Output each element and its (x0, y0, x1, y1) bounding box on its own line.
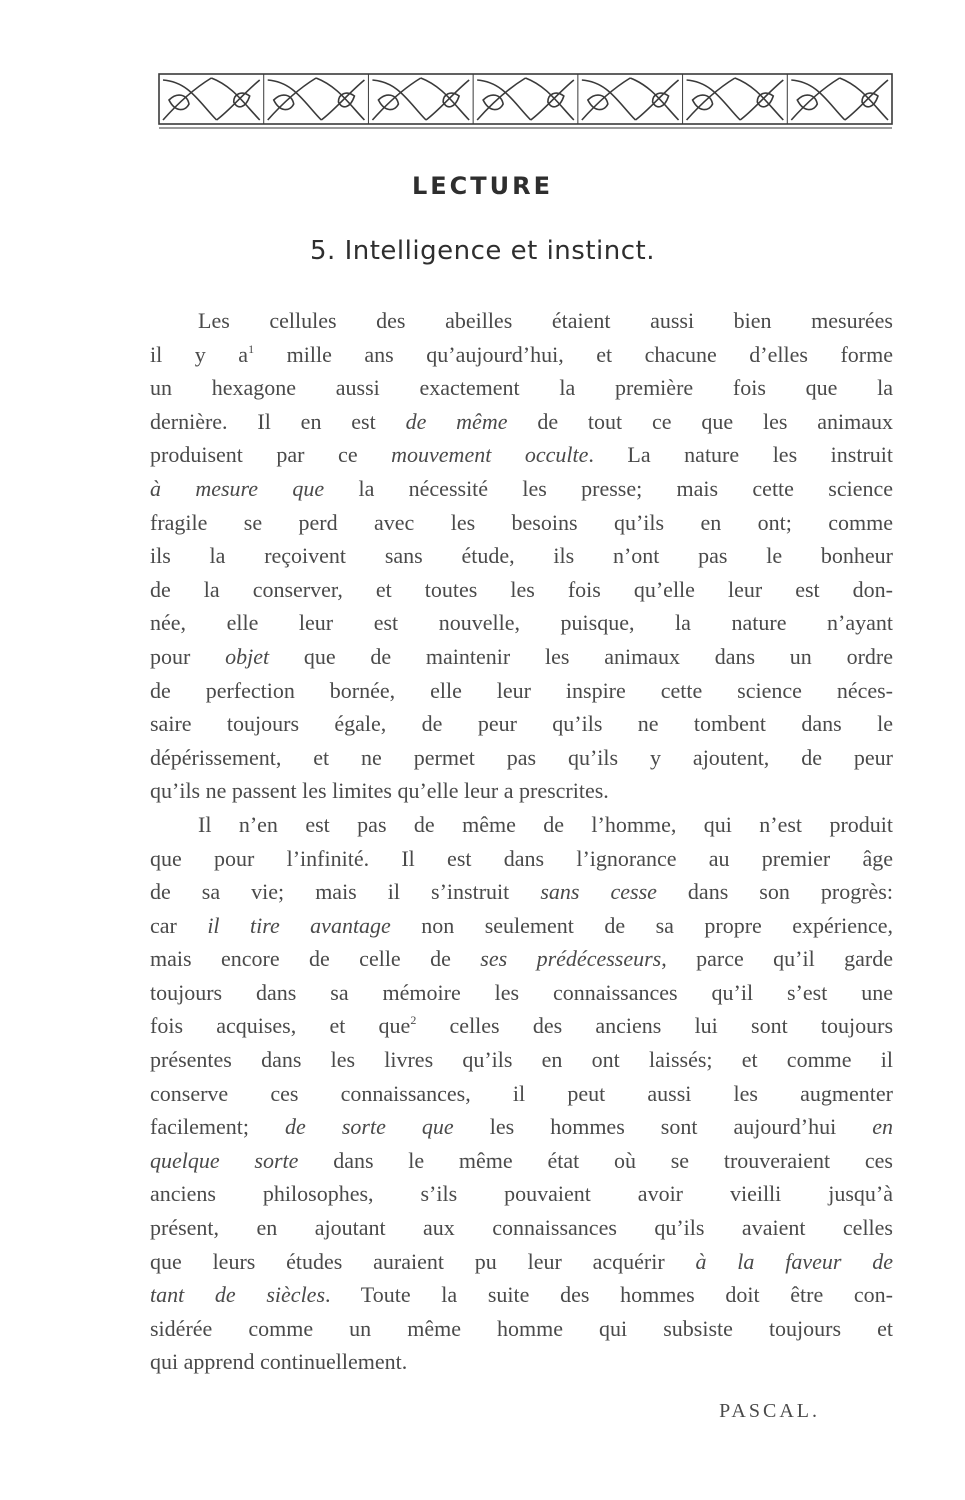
text-segment: dans le même état où se trouveraient ces (298, 1147, 893, 1173)
text-segment: Les cellules des abeilles étaient aussi bien mesurées (198, 308, 893, 333)
text-line (150, 1211, 893, 1245)
text-segment: les hommes sont aujourd’hui (453, 1114, 873, 1140)
text-line (150, 606, 893, 640)
text-line (150, 539, 893, 573)
text-segment: qu’ils ne passent les limites qu’elle leur a prescrites. (150, 778, 609, 804)
text-segment: conserve ces connaissances, il peut aussi les augmenter (150, 1080, 893, 1106)
text-segment: il y a (150, 341, 249, 367)
text-line (150, 640, 893, 674)
text-line (150, 1009, 893, 1043)
text-segment: un hexagone aussi exactement la première fois que la (150, 375, 893, 401)
text-segment: de la conserver, et toutes les fois qu’elle leur est don- (150, 576, 893, 602)
text-segment: présent, en ajoutant aux connaissances qu’ils avaient celles (150, 1215, 893, 1241)
text-line (150, 304, 893, 338)
text-segment: pour (150, 643, 226, 669)
text-segment: la nécessité les presse; mais cette science (324, 475, 893, 501)
text-line (150, 338, 893, 372)
text-line (150, 1110, 893, 1144)
text-line (150, 405, 893, 439)
text-line (150, 573, 893, 607)
text-line (150, 1345, 893, 1379)
text-segment: car (150, 912, 208, 938)
text-line (150, 1043, 893, 1077)
text-line (150, 741, 893, 775)
text-segment: fois acquises, et que (150, 1013, 411, 1039)
section-label: LECTURE (411, 172, 554, 200)
text-line (150, 371, 893, 405)
decorative-header-ornament (158, 72, 893, 132)
text-segment: , parce qu’il garde (661, 946, 894, 972)
italic-phrase: il tire avantage (207, 912, 391, 938)
text-segment: produisent par ce (150, 442, 392, 468)
text-line (150, 875, 893, 909)
italic-phrase: sans cesse (540, 879, 657, 905)
text-segment: que de maintenir les animaux dans un ordre (269, 643, 893, 669)
ornament-motif (163, 74, 264, 124)
text-segment: dans son progrès: (656, 879, 893, 905)
text-line (150, 1245, 893, 1279)
text-line (150, 1177, 893, 1211)
lesson-text (150, 304, 893, 1379)
ornament-motif (372, 74, 473, 124)
text-line (150, 774, 893, 808)
text-segment: mille ans qu’aujourd’hui, et chacune d’elles forme (254, 341, 893, 367)
text-segment: Il n’en est pas de même de l’homme, qui n’est produit (198, 811, 893, 837)
italic-phrase: de même (405, 408, 508, 434)
footnote-marker: 1 (248, 341, 255, 356)
text-segment: . La nature les instruit (588, 442, 894, 468)
text-segment: présentes dans les livres qu’ils en ont laissés; et comme il (150, 1047, 893, 1073)
text-line (150, 942, 893, 976)
ornament-motif (582, 74, 683, 124)
ornament-motif (268, 74, 369, 124)
text-segment: fragile se perd avec les besoins qu’ils en ont; comme (150, 509, 893, 535)
italic-phrase: quelque sorte (150, 1147, 299, 1173)
text-segment: de tout ce que les animaux (507, 408, 893, 434)
italic-phrase: à la faveur de (695, 1248, 893, 1274)
text-segment: qui apprend continuellement. (150, 1349, 408, 1375)
text-line (150, 707, 893, 741)
text-segment: ils la reçoivent sans étude, ils n’ont pas le bonheur (150, 543, 893, 569)
text-line (150, 1278, 893, 1312)
text-segment: dépérissement, et ne permet pas qu’ils y ajoutent, de peur (150, 744, 893, 770)
text-segment: dernière. Il en est (150, 408, 406, 434)
text-line (150, 1144, 893, 1178)
text-segment: de perfection bornée, elle leur inspire cette science néces- (150, 677, 893, 703)
text-line (150, 438, 893, 472)
text-line (150, 472, 893, 506)
text-line (150, 976, 893, 1010)
text-segment: toujours dans sa mémoire les connaissances qu’il s’est une (150, 979, 893, 1005)
author-signature: PASCAL. (719, 1400, 820, 1422)
text-segment: née, elle leur est nouvelle, puisque, la nature n’ayant (150, 610, 893, 636)
text-segment: facilement; (150, 1114, 286, 1140)
italic-phrase: ses prédécesseurs (480, 946, 662, 972)
text-line (150, 1077, 893, 1111)
text-segment: sidérée comme un même homme qui subsiste toujours et (150, 1315, 893, 1341)
text-line (150, 909, 893, 943)
text-segment: que leurs études auraient pu leur acquérir (150, 1248, 696, 1274)
footnote-marker: 2 (410, 1013, 417, 1028)
text-segment: . Toute la suite des hommes doit être con- (325, 1282, 893, 1308)
italic-phrase: mouvement occulte (391, 442, 589, 468)
text-line (150, 506, 893, 540)
ornament-motif (791, 74, 892, 124)
ornament-motif (477, 74, 578, 124)
text-segment: mais encore de celle de (150, 946, 481, 972)
text-line (150, 1312, 893, 1346)
text-segment: de sa vie; mais il s’instruit (150, 879, 541, 905)
italic-phrase: en (872, 1114, 893, 1140)
text-segment: non seulement de sa propre expérience, (390, 912, 893, 938)
italic-phrase: objet (225, 643, 270, 669)
text-segment: anciens philosophes, s’ils pouvaient avoir vieilli jusqu’à (150, 1181, 893, 1207)
text-line (150, 674, 893, 708)
text-segment: celles des anciens lui sont toujours (416, 1013, 894, 1039)
text-line (150, 842, 893, 876)
ornament-motif (687, 74, 788, 124)
text-segment: saire toujours égale, de peur qu’ils ne tombent dans le (150, 711, 893, 737)
text-line (150, 808, 893, 842)
italic-phrase: à mesure que (150, 475, 325, 501)
lesson-title: 5. Intelligence et instinct. (310, 236, 655, 266)
text-segment: que pour l’infinité. Il est dans l’ignorance au premier âge (150, 845, 893, 871)
italic-phrase: tant de siècles (150, 1282, 326, 1308)
italic-phrase: de sorte que (285, 1114, 454, 1140)
